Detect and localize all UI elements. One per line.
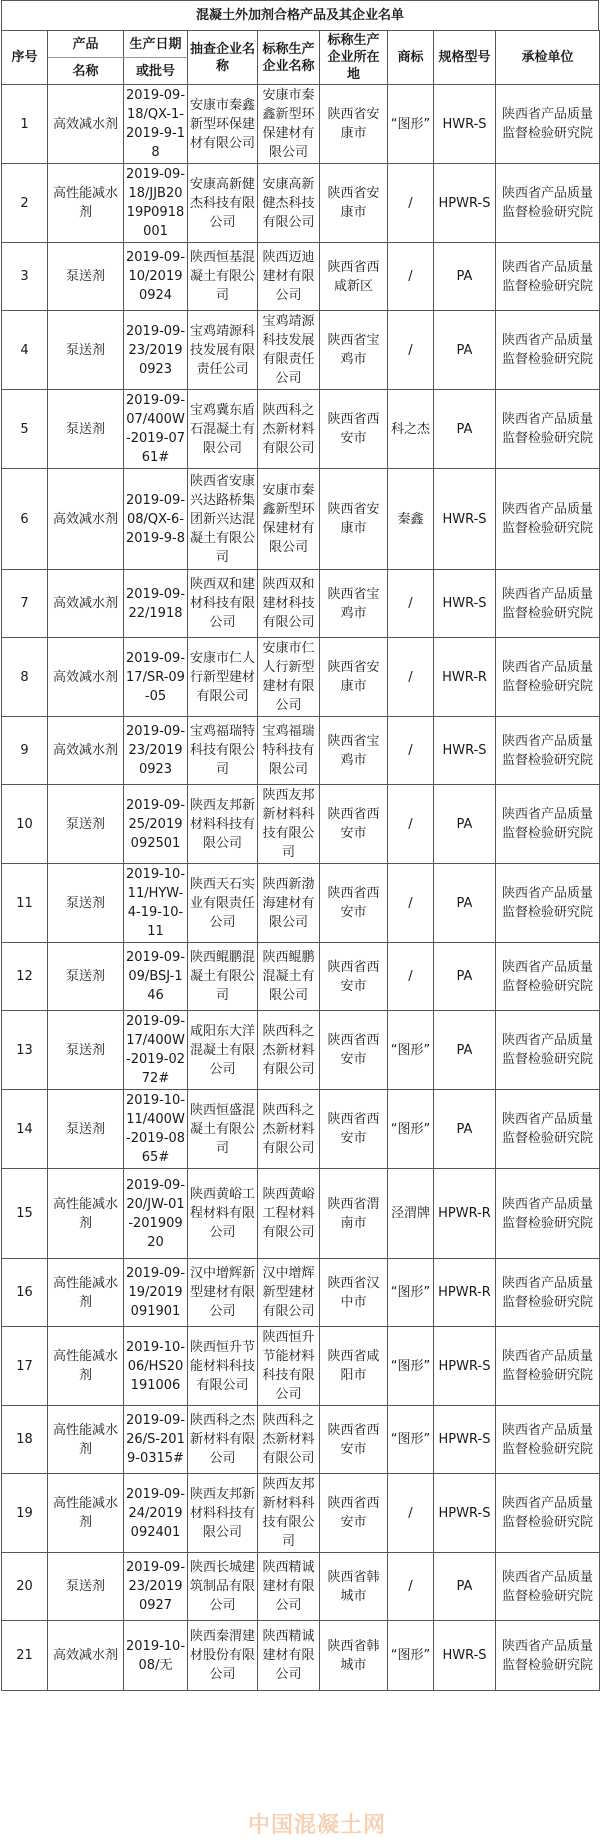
cell-label-location: 陕西省安康市: [320, 469, 388, 570]
cell-label-location: 陕西省韩城市: [320, 1621, 388, 1691]
cell-inspector: 陕西省产品质量监督检验研究院: [496, 164, 600, 243]
cell-brand: “图形”: [388, 1011, 434, 1090]
document-title: 混凝土外加剂合格产品及其企业名单: [1, 0, 599, 30]
cell-sample-company: 陕西鲲鹏混凝土有限公司: [188, 943, 258, 1011]
cell-inspector: 陕西省产品质量监督检验研究院: [496, 1553, 600, 1621]
table-row: [2, 1011, 600, 1090]
cell-spec: PA: [434, 243, 496, 311]
cell-production-date: 2019-10-06/HS20191006: [124, 1327, 188, 1406]
cell-brand: /: [388, 1474, 434, 1553]
cell-seq: 12: [2, 943, 48, 1011]
header-brand: 商标: [388, 31, 434, 85]
cell-label-company: 陕西精诚建材有限公司: [258, 1553, 320, 1621]
table-row: [2, 164, 600, 243]
cell-seq: 21: [2, 1621, 48, 1691]
header-label-company: 标称生产企业名称: [258, 31, 320, 85]
product-table: [1, 30, 600, 1691]
cell-product-name: 高效减水剂: [48, 638, 124, 717]
cell-label-company: 陕西精诚建材有限公司: [258, 1621, 320, 1691]
table-row: [2, 1406, 600, 1474]
header-row: [2, 31, 600, 58]
cell-inspector: 陕西省产品质量监督检验研究院: [496, 638, 600, 717]
cell-sample-company: 宝鸡福瑞特科技有限公司: [188, 717, 258, 785]
cell-seq: 18: [2, 1406, 48, 1474]
cell-inspector: 陕西省产品质量监督检验研究院: [496, 390, 600, 469]
cell-label-location: 陕西省安康市: [320, 85, 388, 164]
cell-seq: 1: [2, 85, 48, 164]
header-product-top: 产品: [48, 31, 124, 58]
cell-brand: /: [388, 864, 434, 943]
cell-seq: 17: [2, 1327, 48, 1406]
table-row: [2, 1327, 600, 1406]
cell-production-date: 2019-09-20/JW-01-20190920: [124, 1169, 188, 1259]
cell-sample-company: 陕西友邦新材料科技有限公司: [188, 1474, 258, 1553]
cell-inspector: 陕西省产品质量监督检验研究院: [496, 85, 600, 164]
cell-spec: PA: [434, 864, 496, 943]
cell-brand: “图形”: [388, 1406, 434, 1474]
cell-production-date: 2019-09-10/20190924: [124, 243, 188, 311]
cell-production-date: 2019-09-22/1918: [124, 570, 188, 638]
table-row: [2, 1259, 600, 1327]
cell-inspector: 陕西省产品质量监督检验研究院: [496, 469, 600, 570]
cell-sample-company: 陕西恒盛混凝土有限公司: [188, 1090, 258, 1169]
cell-spec: HWR-S: [434, 1621, 496, 1691]
cell-sample-company: 汉中增辉新型建材有限公司: [188, 1259, 258, 1327]
cell-production-date: 2019-09-17/SR-09-05: [124, 638, 188, 717]
cell-brand: “图形”: [388, 1621, 434, 1691]
cell-inspector: 陕西省产品质量监督检验研究院: [496, 785, 600, 864]
cell-seq: 7: [2, 570, 48, 638]
cell-inspector: 陕西省产品质量监督检验研究院: [496, 1090, 600, 1169]
cell-seq: 20: [2, 1553, 48, 1621]
cell-production-date: 2019-09-09/BSJ-146: [124, 943, 188, 1011]
cell-inspector: 陕西省产品质量监督检验研究院: [496, 1406, 600, 1474]
cell-spec: PA: [434, 1011, 496, 1090]
table-row: [2, 638, 600, 717]
cell-seq: 16: [2, 1259, 48, 1327]
header-inspector: 承检单位: [496, 31, 600, 85]
cell-product-name: 高效减水剂: [48, 1621, 124, 1691]
cell-label-location: 陕西省宝鸡市: [320, 717, 388, 785]
cell-sample-company: 安康高新健杰科技有限公司: [188, 164, 258, 243]
cell-label-company: 陕西友邦新材料科技有限公司: [258, 785, 320, 864]
cell-sample-company: 陕西双和建材科技有限公司: [188, 570, 258, 638]
cell-seq: 5: [2, 390, 48, 469]
cell-spec: HWR-S: [434, 85, 496, 164]
cell-brand: /: [388, 311, 434, 390]
cell-label-company: 陕西黄峪工程材料有限公司: [258, 1169, 320, 1259]
table-body: [2, 85, 600, 1691]
cell-product-name: 泵送剂: [48, 1090, 124, 1169]
cell-seq: 3: [2, 243, 48, 311]
cell-sample-company: 陕西天石实业有限责任公司: [188, 864, 258, 943]
cell-inspector: 陕西省产品质量监督检验研究院: [496, 943, 600, 1011]
cell-brand: /: [388, 243, 434, 311]
cell-inspector: 陕西省产品质量监督检验研究院: [496, 1474, 600, 1553]
cell-label-location: 陕西省西安市: [320, 785, 388, 864]
cell-seq: 15: [2, 1169, 48, 1259]
header-spec: 规格型号: [434, 31, 496, 85]
header-date-bottom: 或批号: [124, 58, 188, 85]
watermark-logo-text: 中国混凝土网: [248, 1813, 387, 1838]
cell-seq: 13: [2, 1011, 48, 1090]
header-seq: 序号: [2, 31, 48, 85]
header-label-location: 标称生产企业所在地: [320, 31, 388, 85]
cell-production-date: 2019-09-17/400W-2019-0272#: [124, 1011, 188, 1090]
cell-label-location: 陕西省渭南市: [320, 1169, 388, 1259]
cell-production-date: 2019-10-11/HYW-4-19-10-11: [124, 864, 188, 943]
header-product-bottom: 名称: [48, 58, 124, 85]
cell-brand: /: [388, 164, 434, 243]
cell-spec: HWR-R: [434, 638, 496, 717]
cell-sample-company: 咸阳东大洋混凝土有限公司: [188, 1011, 258, 1090]
cell-brand: 泾渭牌: [388, 1169, 434, 1259]
cell-label-company: 陕西科之杰新材料有限公司: [258, 1090, 320, 1169]
cell-seq: 8: [2, 638, 48, 717]
cell-label-location: 陕西省宝鸡市: [320, 570, 388, 638]
cell-spec: HWR-S: [434, 469, 496, 570]
table-row: [2, 943, 600, 1011]
cell-spec: PA: [434, 1553, 496, 1621]
cell-label-company: 安康市秦鑫新型环保建材有限公司: [258, 85, 320, 164]
table-row: [2, 1553, 600, 1621]
cell-spec: HWR-S: [434, 717, 496, 785]
cell-label-location: 陕西省西安市: [320, 1090, 388, 1169]
cell-spec: PA: [434, 390, 496, 469]
table-row: [2, 785, 600, 864]
cell-inspector: 陕西省产品质量监督检验研究院: [496, 1169, 600, 1259]
cell-seq: 14: [2, 1090, 48, 1169]
table-row: [2, 717, 600, 785]
cell-brand: “图形”: [388, 1259, 434, 1327]
cell-production-date: 2019-09-08/QX-6-2019-9-8: [124, 469, 188, 570]
table-row: [2, 1474, 600, 1553]
cell-label-location: 陕西省宝鸡市: [320, 311, 388, 390]
header-date-top: 生产日期: [124, 31, 188, 58]
cell-brand: “图形”: [388, 1090, 434, 1169]
cell-inspector: 陕西省产品质量监督检验研究院: [496, 1327, 600, 1406]
cell-sample-company: 安康市仁人行新型建材有限公司: [188, 638, 258, 717]
table-row: [2, 469, 600, 570]
cell-label-company: 陕西鲲鹏混凝土有限公司: [258, 943, 320, 1011]
cell-product-name: 泵送剂: [48, 785, 124, 864]
cell-sample-company: 陕西恒升节能材料科技有限公司: [188, 1327, 258, 1406]
cell-production-date: 2019-09-23/20190923: [124, 717, 188, 785]
cell-label-company: 安康市仁人行新型建材有限公司: [258, 638, 320, 717]
cell-label-company: 汉中增辉新型建材有限公司: [258, 1259, 320, 1327]
cell-product-name: 高性能减水剂: [48, 1169, 124, 1259]
cell-inspector: 陕西省产品质量监督检验研究院: [496, 1011, 600, 1090]
cell-inspector: 陕西省产品质量监督检验研究院: [496, 570, 600, 638]
cell-label-location: 陕西省西安市: [320, 1406, 388, 1474]
table-row: [2, 570, 600, 638]
cell-brand: /: [388, 1553, 434, 1621]
cell-brand: 科之杰: [388, 390, 434, 469]
cell-seq: 4: [2, 311, 48, 390]
table-row: [2, 864, 600, 943]
table-row: [2, 390, 600, 469]
cell-product-name: 高性能减水剂: [48, 1474, 124, 1553]
cell-label-location: 陕西省韩城市: [320, 1553, 388, 1621]
cell-label-location: 陕西省安康市: [320, 164, 388, 243]
cell-spec: HPWR-S: [434, 164, 496, 243]
cell-spec: PA: [434, 943, 496, 1011]
cell-sample-company: 宝鸡冀东盾石混凝土有限公司: [188, 390, 258, 469]
cell-seq: 2: [2, 164, 48, 243]
header-sample-company: 抽查企业名称: [188, 31, 258, 85]
table-row: [2, 311, 600, 390]
cell-sample-company: 陕西友邦新材料科技有限公司: [188, 785, 258, 864]
cell-production-date: 2019-09-23/20190923: [124, 311, 188, 390]
cell-spec: HPWR-S: [434, 1406, 496, 1474]
cell-sample-company: 安康市秦鑫新型环保建材有限公司: [188, 85, 258, 164]
cell-product-name: 高性能减水剂: [48, 1259, 124, 1327]
cell-sample-company: 陕西恒基混凝土有限公司: [188, 243, 258, 311]
cell-sample-company: 陕西黄峪工程材料有限公司: [188, 1169, 258, 1259]
cell-product-name: 高效减水剂: [48, 570, 124, 638]
cell-inspector: 陕西省产品质量监督检验研究院: [496, 311, 600, 390]
cell-brand: /: [388, 638, 434, 717]
cell-spec: PA: [434, 785, 496, 864]
cell-sample-company: 陕西长城建筑制品有限公司: [188, 1553, 258, 1621]
cell-production-date: 2019-09-07/400W-2019-0761#: [124, 390, 188, 469]
table-row: [2, 243, 600, 311]
cell-inspector: 陕西省产品质量监督检验研究院: [496, 1259, 600, 1327]
cell-spec: HPWR-R: [434, 1259, 496, 1327]
cell-spec: HWR-S: [434, 570, 496, 638]
cell-spec: HPWR-S: [434, 1327, 496, 1406]
cell-sample-company: 宝鸡靖源科技发展有限责任公司: [188, 311, 258, 390]
cell-brand: /: [388, 785, 434, 864]
cell-product-name: 高效减水剂: [48, 469, 124, 570]
cell-label-location: 陕西省西咸新区: [320, 243, 388, 311]
cell-sample-company: 陕西科之杰新材料有限公司: [188, 1406, 258, 1474]
cell-label-location: 陕西省安康市: [320, 638, 388, 717]
table-row: [2, 1621, 600, 1691]
table-row: [2, 1169, 600, 1259]
cell-brand: 秦鑫: [388, 469, 434, 570]
cell-production-date: 2019-09-23/20190927: [124, 1553, 188, 1621]
cell-seq: 19: [2, 1474, 48, 1553]
cell-spec: HPWR-R: [434, 1169, 496, 1259]
cell-brand: /: [388, 717, 434, 785]
cell-label-company: 陕西科之杰新材料有限公司: [258, 1011, 320, 1090]
cell-product-name: 高性能减水剂: [48, 1327, 124, 1406]
cell-label-company: 宝鸡福瑞特科技有限公司: [258, 717, 320, 785]
table-row: [2, 1090, 600, 1169]
cell-inspector: 陕西省产品质量监督检验研究院: [496, 717, 600, 785]
table-row: [2, 85, 600, 164]
cell-product-name: 高效减水剂: [48, 717, 124, 785]
cell-seq: 9: [2, 717, 48, 785]
cell-product-name: 泵送剂: [48, 1553, 124, 1621]
cell-brand: “图形”: [388, 85, 434, 164]
cell-label-company: 陕西恒升节能材料科技有限公司: [258, 1327, 320, 1406]
cell-production-date: 2019-10-08/无: [124, 1621, 188, 1691]
cell-production-date: 2019-09-26/S-2019-0315#: [124, 1406, 188, 1474]
cell-product-name: 高性能减水剂: [48, 1406, 124, 1474]
cell-product-name: 泵送剂: [48, 864, 124, 943]
cell-seq: 6: [2, 469, 48, 570]
cell-label-company: 陕西新渤海建材有限公司: [258, 864, 320, 943]
cell-label-company: 安康市秦鑫新型环保建材有限公司: [258, 469, 320, 570]
cell-product-name: 泵送剂: [48, 1011, 124, 1090]
cell-brand: /: [388, 943, 434, 1011]
cell-seq: 11: [2, 864, 48, 943]
cell-brand: /: [388, 570, 434, 638]
cell-label-company: 陕西双和建材科技有限公司: [258, 570, 320, 638]
cell-label-company: 陕西迈迪建材有限公司: [258, 243, 320, 311]
cell-spec: PA: [434, 311, 496, 390]
cell-label-company: 陕西科之杰新材料有限公司: [258, 1406, 320, 1474]
cell-brand: “图形”: [388, 1327, 434, 1406]
cell-production-date: 2019-09-24/2019092401: [124, 1474, 188, 1553]
cell-label-company: 陕西友邦新材料科技有限公司: [258, 1474, 320, 1553]
cell-label-company: 陕西科之杰新材料有限公司: [258, 390, 320, 469]
cell-label-location: 陕西省西安市: [320, 390, 388, 469]
cell-product-name: 泵送剂: [48, 390, 124, 469]
cell-production-date: 2019-09-25/2019092501: [124, 785, 188, 864]
cell-production-date: 2019-10-11/400W-2019-0865#: [124, 1090, 188, 1169]
cell-sample-company: 陕西省安康兴达路桥集团新兴达混凝土有限公司: [188, 469, 258, 570]
cell-production-date: 2019-09-18/QX-1-2019-9-18: [124, 85, 188, 164]
cell-product-name: 泵送剂: [48, 243, 124, 311]
cell-label-location: 陕西省西安市: [320, 1474, 388, 1553]
cell-product-name: 泵送剂: [48, 943, 124, 1011]
cell-inspector: 陕西省产品质量监督检验研究院: [496, 243, 600, 311]
cell-label-location: 陕西省西安市: [320, 864, 388, 943]
cell-spec: PA: [434, 1090, 496, 1169]
cell-label-company: 宝鸡靖源科技发展有限责任公司: [258, 311, 320, 390]
cell-product-name: 泵送剂: [48, 311, 124, 390]
cell-seq: 10: [2, 785, 48, 864]
cell-product-name: 高性能减水剂: [48, 164, 124, 243]
cell-sample-company: 陕西秦渭建材股份有限公司: [188, 1621, 258, 1691]
cell-product-name: 高效减水剂: [48, 85, 124, 164]
cell-label-company: 安康高新健杰科技有限公司: [258, 164, 320, 243]
cell-production-date: 2019-09-19/2019091901: [124, 1259, 188, 1327]
cell-spec: HPWR-S: [434, 1474, 496, 1553]
cell-inspector: 陕西省产品质量监督检验研究院: [496, 1621, 600, 1691]
cell-label-location: 陕西省汉中市: [320, 1259, 388, 1327]
cell-label-location: 陕西省西安市: [320, 1011, 388, 1090]
cell-production-date: 2019-09-18/JJB2019P0918001: [124, 164, 188, 243]
cell-inspector: 陕西省产品质量监督检验研究院: [496, 864, 600, 943]
cell-label-location: 陕西省西安市: [320, 943, 388, 1011]
cell-label-location: 陕西省咸阳市: [320, 1327, 388, 1406]
